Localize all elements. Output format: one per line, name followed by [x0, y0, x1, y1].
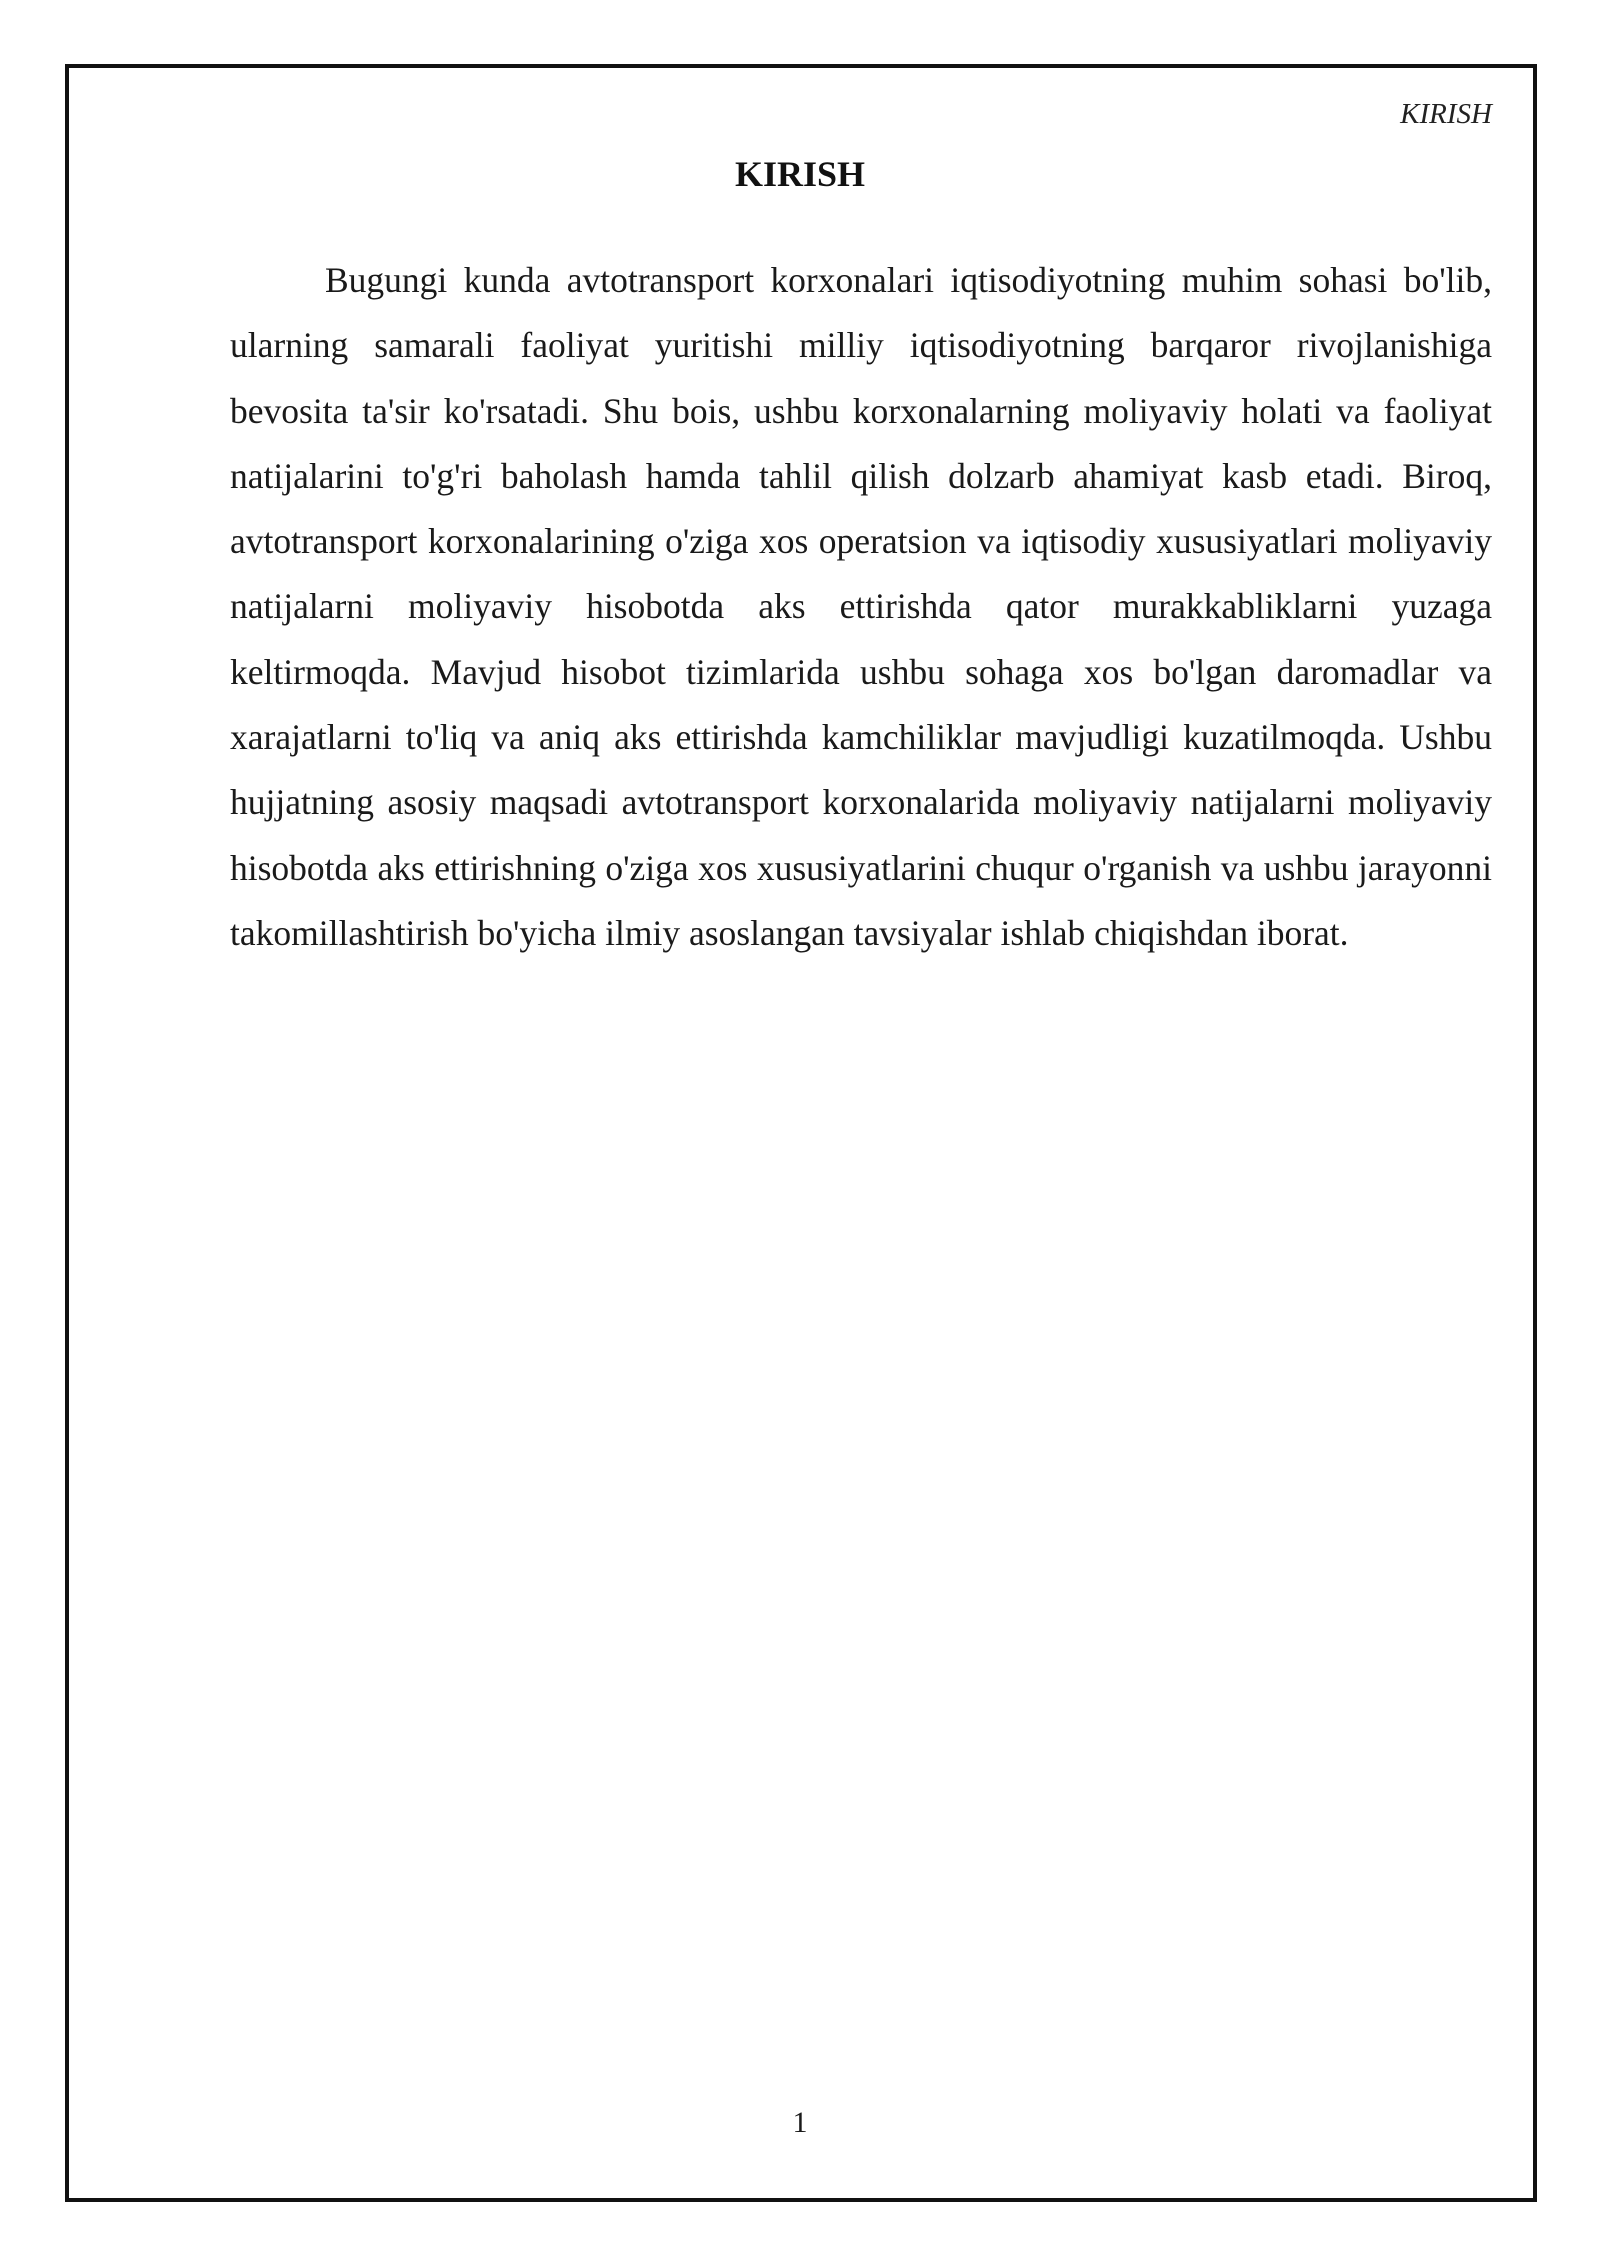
body-paragraph: Bugungi kunda avtotransport korxonalari iqtisodiyotning muhim sohasi bo'lib, ularning samarali faoliyat yuritishi milliy iqtisodiyotning barqaror rivojlanishiga bevosita ta'sir ko'rsatadi. Shu bois, ushbu korxonalarning moliyaviy holati va faoliyat natijalarini to'g'ri baholash hamda tahlil qilish dolzarb ahamiyat kasb etadi. Biroq, avtotransport korxonalarining o'ziga xos operatsion va iqtisodiy xususiyatlari moliyaviy natijalarni moliyaviy hisobotda aks ettirishda qator murakkabliklarni yuzaga keltirmoqda. Mavjud hisobot tizimlarida ushbu sohaga xos bo'lgan daromadlar va xarajatlarni to'liq va aniq aks ettirishda kamchiliklar mavjudligi kuzatilmoqda. Ushbu hujjatning asosiy maqsadi avtotransport korxonalarida moliyaviy natijalarni moliyaviy hisobotda aks ettirishning o'ziga xos xususiyatlarini chuqur o'rganish va ushbu jarayonni takomillashtirish bo'yicha ilmiy asoslangan tavsiyalar ishlab chiqishdan iborat. [230, 260, 1492, 953]
page-number: 1 [792, 2106, 808, 2139]
page-title: KIRISH [734, 154, 866, 194]
running-header: KIRISH [1400, 98, 1492, 130]
